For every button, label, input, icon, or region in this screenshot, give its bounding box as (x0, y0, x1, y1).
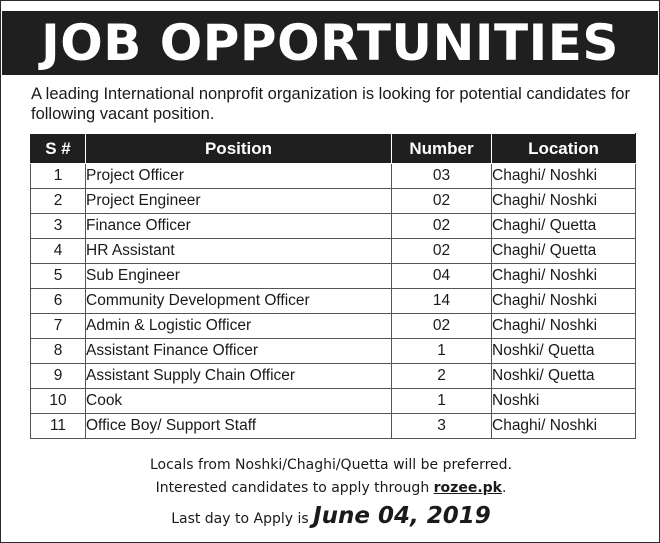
apply-note (1, 480, 660, 496)
table-row (31, 389, 636, 414)
cell-position: Office Boy/ Support Staff (86, 414, 392, 439)
cell-sn: 3 (31, 214, 86, 239)
cell-number: 02 (392, 239, 492, 264)
cell-sn: 6 (31, 289, 86, 314)
cell-sn: 8 (31, 339, 86, 364)
table-row (31, 364, 636, 389)
cell-number: 1 (392, 339, 492, 364)
cell-number: 1 (392, 389, 492, 414)
deadline-prefix: Last day to Apply is (171, 511, 314, 527)
page-title: JOB OPPORTUNITIES (2, 11, 658, 75)
cell-sn: 11 (31, 414, 86, 439)
table-header-row (31, 134, 636, 164)
cell-number: 3 (392, 414, 492, 439)
cell-location: Noshki (492, 389, 636, 414)
deadline-date: June 04, 2019 (313, 503, 491, 529)
cell-number: 14 (392, 289, 492, 314)
cell-sn: 1 (31, 164, 86, 189)
locals-note: Locals from Noshki/Chaghi/Quetta will be preferred. (149, 457, 512, 473)
table-row (31, 239, 636, 264)
apply-suffix: . (501, 480, 507, 496)
table-row (31, 214, 636, 239)
cell-position: Finance Officer (86, 214, 392, 239)
rozee-link[interactable]: rozee.pk (433, 480, 502, 496)
cell-location: Chaghi/ Quetta (492, 214, 636, 239)
cell-position: Sub Engineer (86, 264, 392, 289)
cell-position: Project Officer (86, 164, 392, 189)
cell-sn: 10 (31, 389, 86, 414)
cell-position: Admin & Logistic Officer (86, 314, 392, 339)
cell-number: 03 (392, 164, 492, 189)
cell-location: Chaghi/ Noshki (492, 314, 636, 339)
cell-number: 02 (392, 214, 492, 239)
cell-position: HR Assistant (86, 239, 392, 264)
cell-number: 04 (392, 264, 492, 289)
cell-number: 2 (392, 364, 492, 389)
table-body (31, 164, 636, 439)
header-location: Location (492, 134, 636, 164)
deadline-note (1, 503, 660, 529)
cell-sn: 4 (31, 239, 86, 264)
cell-position: Assistant Supply Chain Officer (86, 364, 392, 389)
cell-sn: 5 (31, 264, 86, 289)
cell-location: Noshki/ Quetta (492, 364, 636, 389)
cell-location: Chaghi/ Quetta (492, 239, 636, 264)
cell-location: Chaghi/ Noshki (492, 289, 636, 314)
cell-sn: 2 (31, 189, 86, 214)
header-position: Position (86, 134, 392, 164)
table-row (31, 314, 636, 339)
cell-location: Noshki/ Quetta (492, 339, 636, 364)
table-row (31, 264, 636, 289)
cell-location: Chaghi/ Noshki (492, 264, 636, 289)
intro-text: A leading International nonprofit organization is looking for potential candidates for following vacant position. (31, 85, 630, 123)
table-row (31, 189, 636, 214)
cell-position: Project Engineer (86, 189, 392, 214)
cell-position: Cook (86, 389, 392, 414)
cell-position: Community Development Officer (86, 289, 392, 314)
cell-number: 02 (392, 189, 492, 214)
table-row (31, 164, 636, 189)
jobs-table (30, 133, 636, 439)
cell-sn: 9 (31, 364, 86, 389)
cell-number: 02 (392, 314, 492, 339)
cell-location: Chaghi/ Noshki (492, 189, 636, 214)
apply-prefix: Interested candidates to apply through (155, 480, 434, 496)
table-row (31, 414, 636, 439)
header-sn: S # (31, 134, 86, 164)
table-row (31, 289, 636, 314)
cell-location: Chaghi/ Noshki (492, 164, 636, 189)
cell-position: Assistant Finance Officer (86, 339, 392, 364)
cell-sn: 7 (31, 314, 86, 339)
cell-location: Chaghi/ Noshki (492, 414, 636, 439)
table-row (31, 339, 636, 364)
header-number: Number (392, 134, 492, 164)
